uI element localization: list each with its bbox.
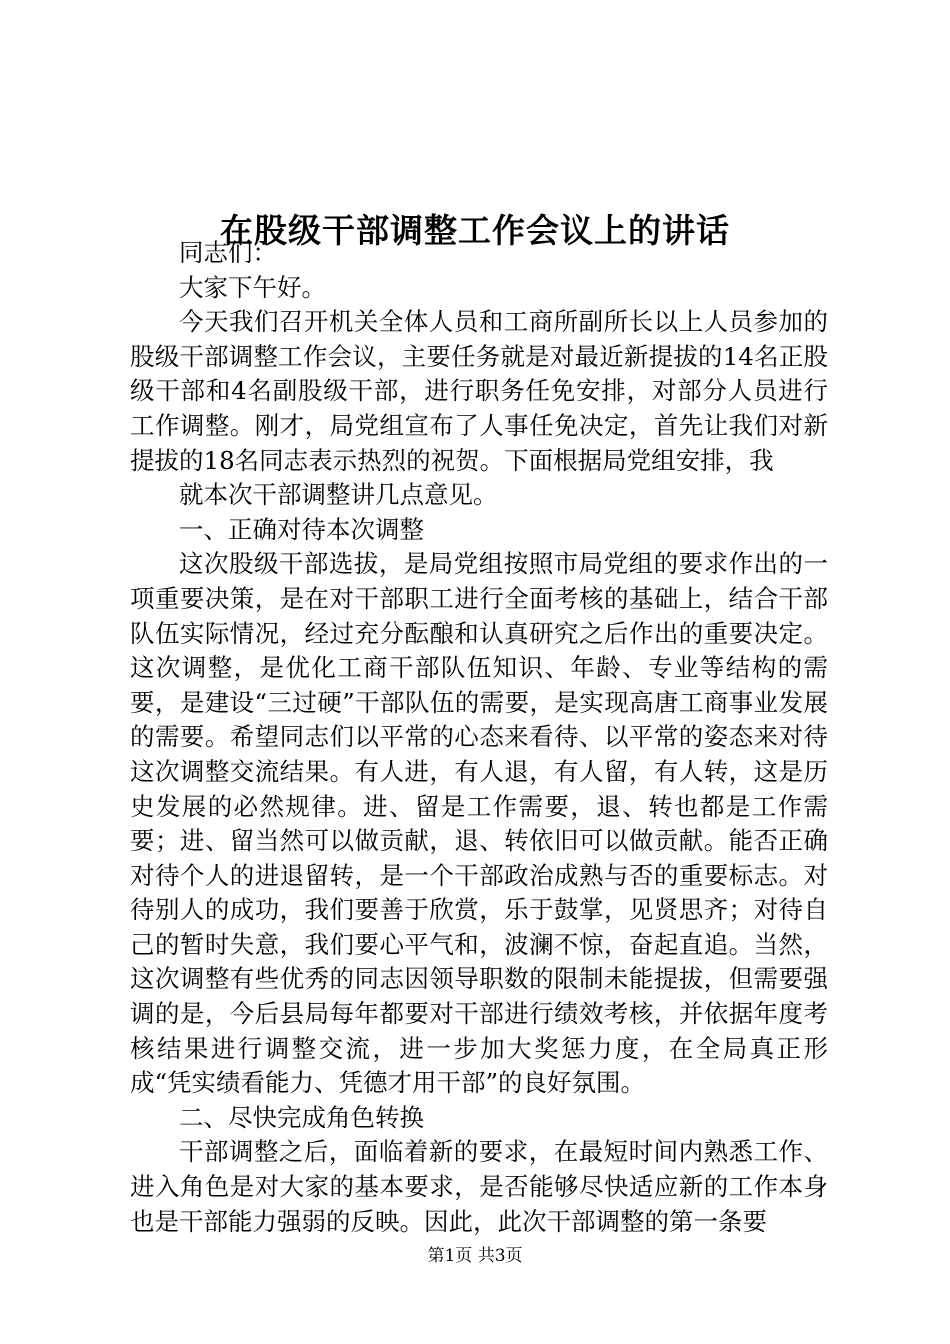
salutation: 同志们： — [179, 238, 277, 267]
paragraph-intro-continued: 就本次干部调整讲几点意见。 — [179, 480, 498, 510]
document-body — [130, 236, 828, 1239]
paragraph-section-2: 干部调整之后，面临着新的要求，在最短时间内熟悉工作、进入角色是对大家的基本要求，是否能够尽快适应新的工作本身也是干部能力强弱的反映。因此，此次干部调整的第一条要 — [130, 1137, 828, 1236]
section-heading-1: 一、正确对待本次调整 — [179, 514, 424, 544]
paragraph-section-1: 这次股级干部选拔，是局党组按照市局党组的要求作出的一项重要决策，是在对干部职工进行全面考核的基础上，结合干部队伍实际情况，经过充分酝酿和认真研究之后作出的重要决定。这次调整，是优化工商干部队伍知识、年龄、专业等结构的需要，是建设“三过硬”干部队伍的需要，是实现高唐工商事业发展的需要。希望同志们以平常的心态来看待、以平常的姿态来对待这次调整交流结果。有人进，有人退，有人留，有人转，这是历史发展的必然规律。进、留是工作需要，退、转也都是工作需要；进、留当然可以做贡献，退、转依旧可以做贡献。能否正确对待个人的进退留转，是一个干部政治成熟与否的重要标志。对待别人的成功，我们要善于欣赏，乐于鼓掌，见贤思齐；对待自己的暂时失意，我们要心平气和，波澜不惊，奋起直追。当然，这次调整有些优秀的同志因领导职数的限制未能提拔，但需要强调的是，今后县局每年都要对干部进行绩效考核，并依据年度考核结果进行调整交流，进一步加大奖惩力度，在全局真正形成“凭实绩看能力、凭德才用干部”的良好氛围。 — [130, 549, 828, 1098]
page-footer: 第1页 共3页 — [427, 1246, 523, 1266]
document-title: 在股级干部调整工作会议上的讲话 — [220, 211, 730, 251]
section-heading-2: 二、尽快完成角色转换 — [179, 1102, 424, 1132]
greeting: 大家下午好。 — [179, 272, 326, 302]
paragraph-intro: 今天我们召开机关全体人员和工商所副所长以上人员参加的股级干部调整工作会议，主要任务就是对最近新提拔的14名正股级干部和4名副股级干部，进行职务任免安排，对部分人员进行工作调整。刚才，局党组宣布了人事任免决定，首先让我们对新提拔的18名同志表示热烈的祝贺。下面根据局党组安排，我 — [130, 307, 828, 475]
